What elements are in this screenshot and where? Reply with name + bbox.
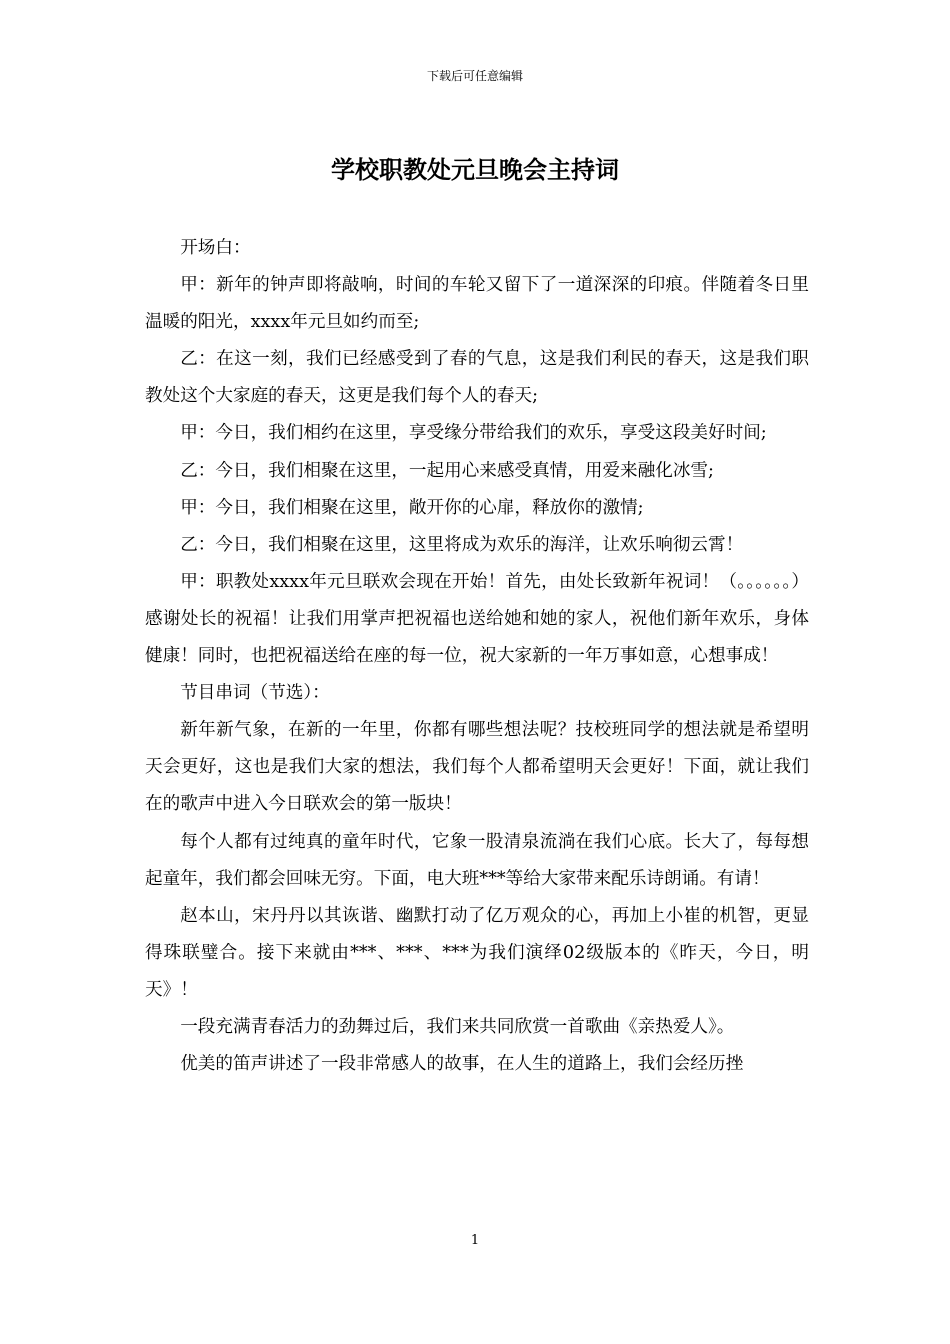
- page-number: 1: [470, 1233, 480, 1248]
- document-title: 学校职教处元旦晚会主持词: [331, 155, 619, 184]
- paragraph: 优美的笛声讲述了一段非常感人的故事，在人生的道路上，我们会经历挫: [180, 1054, 744, 1075]
- paragraph: 新年新气象，在新的一年里，你都有哪些想法呢？技校班同学的想法就是希望明天会更好，这也是我们大家的想法，我们每个人都希望明天会更好！下面，就让我们在的歌声中进入今日联欢会的第一版块！: [145, 720, 809, 815]
- paragraph: 每个人都有过纯真的童年时代，它象一股清泉流淌在我们心底。长大了，每每想起童年，我们都会回味无穷。下面，电大班***等给大家带来配乐诗朗诵。有请！: [145, 831, 809, 889]
- paragraph-section-heading: 节目串词（节选）：: [180, 683, 330, 704]
- paragraph: 乙：今日，我们相聚在这里，一起用心来感受真情，用爱来融化冰雪;: [180, 460, 714, 481]
- paragraph: 乙：在这一刻，我们已经感受到了春的气息，这是我们利民的春天，这是我们职教处这个大家庭的春天，这更是我们每个人的春天;: [145, 349, 809, 407]
- paragraph: 赵本山，宋丹丹以其诙谐、幽默打动了亿万观众的心，再加上小崔的机智，更显得珠联璧合。接下来就由***、***、***为我们演绎02级版本的《昨天，今日，明天》！: [145, 905, 809, 1000]
- paragraph: 乙：今日，我们相聚在这里，这里将成为欢乐的海洋，让欢乐响彻云霄！: [180, 534, 744, 555]
- paragraph-opening: 开场白：: [180, 238, 251, 258]
- paragraph: 甲：职教处xxxx年元旦联欢会现在开始！首先，由处长致新年祝词！（。。。。。。）感谢处长的祝福！让我们用掌声把祝福也送给她和她的家人，祝他们新年欢乐，身体健康！同时，也把祝福送给在座的每一位，祝大家新的一年万事如意，心想事成！: [145, 571, 809, 667]
- document-body: [145, 230, 809, 1083]
- page-header-note: 下载后可任意编辑: [426, 69, 523, 83]
- paragraph: 一段充满青春活力的劲舞过后，我们来共同欣赏一首歌曲《亲热爱人》。: [180, 1016, 735, 1037]
- paragraph: 甲：新年的钟声即将敲响，时间的车轮又留下了一道深深的印痕。伴随着冬日里温暖的阳光，xxxx年元旦如约而至;: [145, 275, 809, 333]
- paragraph: 甲：今日，我们相聚在这里，敞开你的心扉，释放你的激情;: [180, 497, 644, 518]
- paragraph: 甲：今日，我们相约在这里，享受缘分带给我们的欢乐，享受这段美好时间;: [180, 423, 767, 444]
